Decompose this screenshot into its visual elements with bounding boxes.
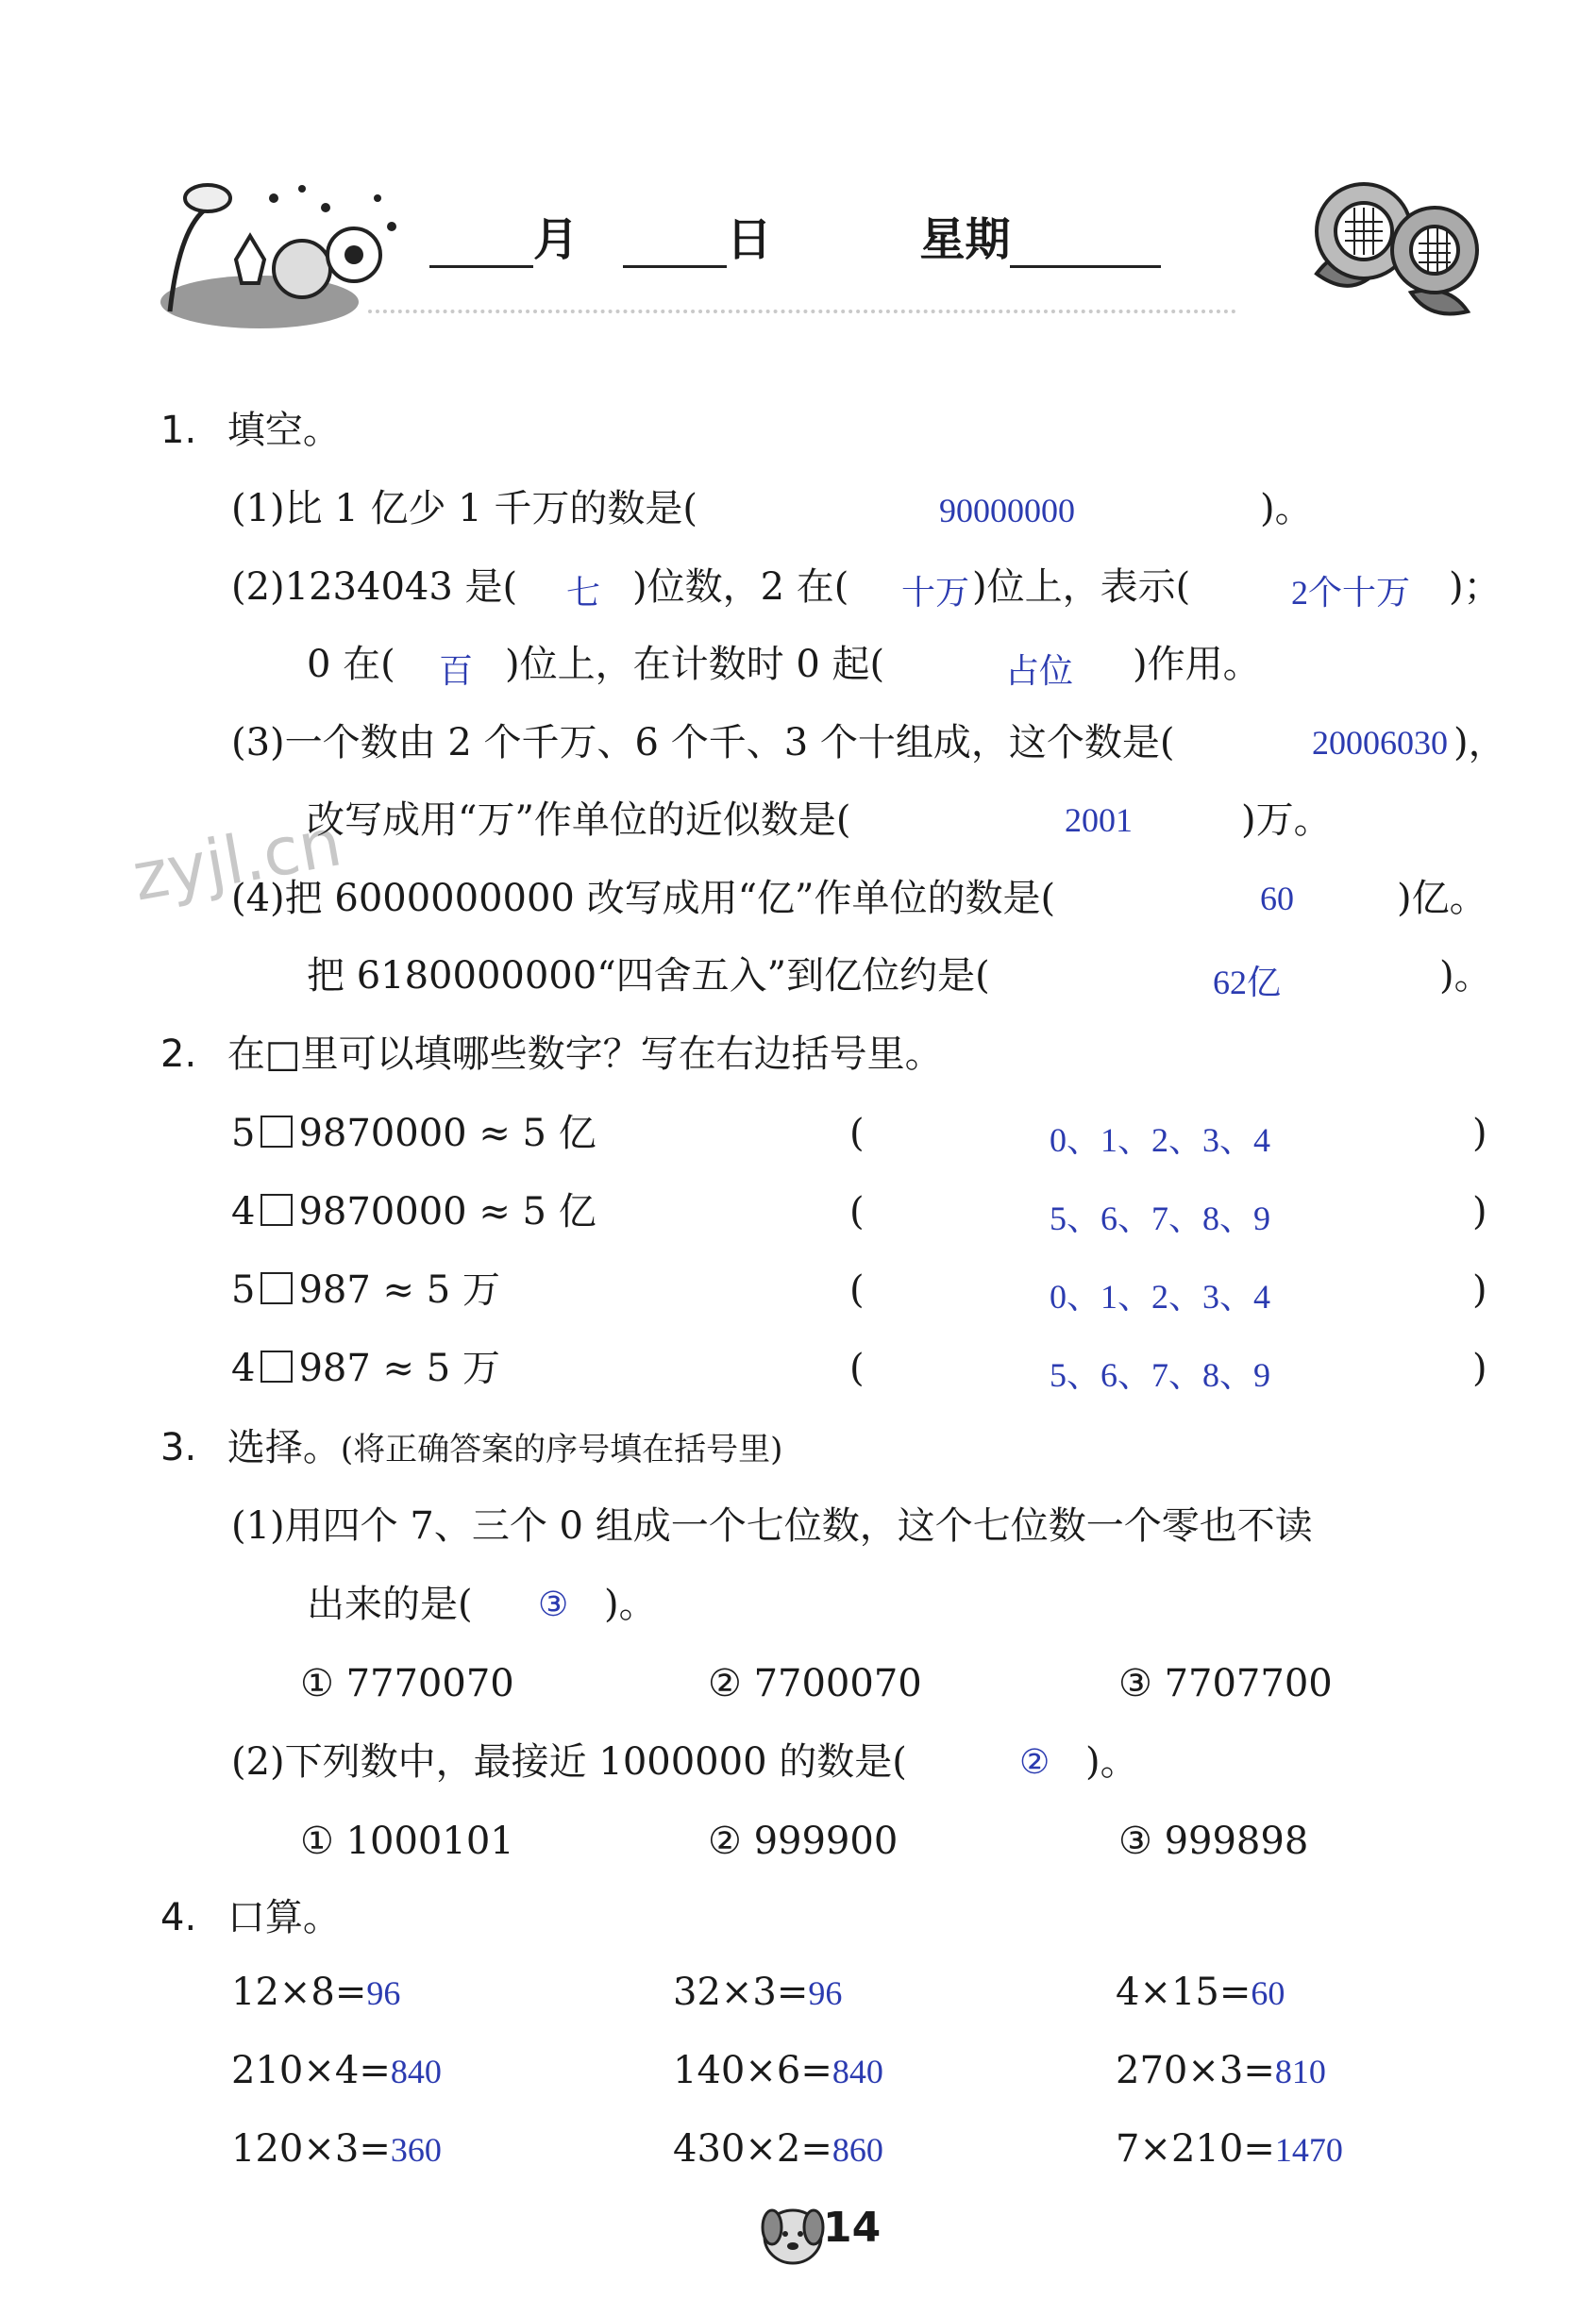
q2-row-2-lparen: ( bbox=[849, 1190, 865, 1233]
answer-box bbox=[260, 1194, 293, 1226]
header-dotted-line bbox=[368, 310, 1236, 313]
month-blank[interactable] bbox=[429, 227, 533, 268]
q1-p3b-part-b: )万。 bbox=[1241, 798, 1332, 842]
q2-number: 2. bbox=[160, 1032, 197, 1076]
day-blank[interactable] bbox=[623, 227, 727, 268]
q1-p2b-part-c: )作用。 bbox=[1133, 643, 1261, 686]
mental-math-item: 140×6=840 bbox=[673, 2049, 883, 2092]
q2-row-4-rparen: ) bbox=[1472, 1347, 1487, 1390]
q1-p3b-part-a: 改写成用“万”作单位的近似数是( bbox=[307, 798, 851, 842]
mental-math-item: 7×210=1470 bbox=[1116, 2127, 1343, 2171]
q1-p1-answer: 90000000 bbox=[939, 492, 1075, 529]
page-number: 14 bbox=[823, 2204, 882, 2252]
q3-title: 选择。 bbox=[227, 1426, 341, 1469]
q2-row-3-rparen: ) bbox=[1472, 1268, 1487, 1312]
q4-heading bbox=[160, 1895, 341, 1940]
watermark: zyjl.cn bbox=[126, 803, 347, 916]
q3-note: (将正确答案的序号填在括号里) bbox=[340, 1431, 783, 1468]
q3-p1-line-a: (1)用四个 7、三个 0 组成一个七位数，这个七位数一个零也不读 bbox=[231, 1504, 1313, 1548]
mental-math-item: 4×15=60 bbox=[1116, 1971, 1285, 2014]
q2-row-3-lparen: ( bbox=[849, 1268, 865, 1312]
q1-p2b-part-a: 0 在( bbox=[307, 643, 395, 686]
q1-p2b-part-b: )位上，在计数时 0 起( bbox=[505, 643, 885, 686]
q2-row-2-rparen: ) bbox=[1472, 1190, 1487, 1233]
q4-title: 口算。 bbox=[227, 1896, 341, 1939]
q1-p3a-answer: 20006030 bbox=[1312, 724, 1448, 762]
month-label: 月 bbox=[533, 213, 580, 266]
q1-p4a-part-a: (4)把 6000000000 改写成用“亿”作单位的数是( bbox=[231, 877, 1056, 920]
puppy-mascot-icon bbox=[755, 2194, 831, 2270]
weekday-blank[interactable] bbox=[1010, 227, 1161, 268]
mental-math-item: 210×4=840 bbox=[231, 2049, 442, 2092]
q1-p2b-answer2: 占位 bbox=[1005, 652, 1074, 690]
q1-p1-text: (1)比 1 亿少 1 千万的数是( bbox=[231, 487, 698, 530]
q3-p2-part-a: (2)下列数中，最接近 1000000 的数是( bbox=[231, 1740, 907, 1784]
q2-row-1-rparen: ) bbox=[1472, 1112, 1487, 1155]
q1-p2a-answer1: 七 bbox=[566, 574, 601, 612]
q3-p2-option-3: ③ 999898 bbox=[1118, 1820, 1309, 1863]
q1-p4b-answer: 62亿 bbox=[1213, 964, 1282, 1001]
q1-number: 1. bbox=[160, 409, 197, 452]
header-date-line bbox=[429, 203, 1161, 268]
q2-row-1-answer: 0、1、2、3、4 bbox=[1050, 1121, 1271, 1159]
q1-p4a-part-b: )亿。 bbox=[1397, 877, 1487, 920]
q2-title: 在□里可以填哪些数字？写在右边括号里。 bbox=[227, 1032, 943, 1076]
q1-p1-end: )。 bbox=[1260, 487, 1313, 530]
q1-title: 填空。 bbox=[227, 409, 341, 452]
day-label: 日 bbox=[726, 213, 772, 266]
q1-p2a-answer3: 2个十万 bbox=[1291, 574, 1411, 612]
q2-row-2-answer: 5、6、7、8、9 bbox=[1050, 1200, 1271, 1237]
q2-row-4: 4 987 ≈ 5 万 bbox=[231, 1347, 500, 1390]
q3-p1-option-1: ① 7770070 bbox=[300, 1662, 514, 1705]
q2-row-3: 5 987 ≈ 5 万 bbox=[231, 1268, 500, 1312]
q2-row-1-lparen: ( bbox=[849, 1112, 865, 1155]
q2-heading bbox=[160, 1032, 943, 1077]
q3-p2-part-b: )。 bbox=[1085, 1740, 1138, 1784]
q3-p2-option-2: ② 999900 bbox=[708, 1820, 899, 1863]
q3-number: 3. bbox=[160, 1426, 197, 1469]
q3-p2-answer: ② bbox=[1019, 1743, 1050, 1781]
q2-row-3-answer: 0、1、2、3、4 bbox=[1050, 1278, 1271, 1316]
q2-row-4-lparen: ( bbox=[849, 1347, 865, 1390]
q1-p3b-answer: 2001 bbox=[1065, 801, 1133, 839]
mental-math-item: 430×2=860 bbox=[673, 2127, 883, 2171]
weekday-label: 星期 bbox=[919, 213, 1011, 266]
q3-p1-option-3: ③ 7707700 bbox=[1118, 1662, 1333, 1705]
q3-p2-option-1: ① 1000101 bbox=[300, 1820, 514, 1863]
flower-decoration-left bbox=[160, 170, 406, 330]
answer-box bbox=[260, 1351, 293, 1383]
mental-math-item: 12×8=96 bbox=[231, 1971, 401, 2014]
q3-p1-answer: ③ bbox=[538, 1586, 569, 1623]
q2-row-4-answer: 5、6、7、8、9 bbox=[1050, 1356, 1271, 1394]
q2-row-2: 4 9870000 ≈ 5 亿 bbox=[231, 1190, 596, 1233]
q3-heading bbox=[160, 1425, 782, 1472]
q1-p3a-part-a: (3)一个数由 2 个千万、6 个千、3 个十组成，这个数是( bbox=[231, 721, 1175, 764]
mental-math-item: 120×3=360 bbox=[231, 2127, 442, 2171]
q1-p2a-part-c: )位上，表示( bbox=[972, 565, 1191, 609]
answer-box bbox=[260, 1116, 293, 1148]
q3-p1-part-a: 出来的是( bbox=[307, 1583, 473, 1626]
q1-p2a-answer2: 十万 bbox=[901, 574, 970, 612]
mental-math-item: 32×3=96 bbox=[673, 1971, 843, 2014]
mental-math-item: 270×3=810 bbox=[1116, 2049, 1326, 2092]
q1-heading bbox=[160, 408, 341, 453]
q1-p2a-part-d: )； bbox=[1449, 565, 1502, 609]
answer-box bbox=[260, 1272, 293, 1304]
q3-p1-part-b: )。 bbox=[604, 1583, 657, 1626]
q1-p2a-part-a: (2)1234043 是( bbox=[231, 565, 518, 609]
q1-p2a-part-b: )位数，2 在( bbox=[632, 565, 849, 609]
q4-number: 4. bbox=[160, 1896, 197, 1939]
sunflower-decoration-right bbox=[1298, 170, 1496, 330]
q1-p4b-part-a: 把 6180000000“四舍五入”到亿位约是( bbox=[307, 954, 990, 998]
q1-p3a-part-b: )， bbox=[1453, 721, 1506, 764]
q3-p1-option-2: ② 7700070 bbox=[708, 1662, 922, 1705]
q1-p2b-answer1: 百 bbox=[439, 652, 474, 690]
q2-row-1: 5 9870000 ≈ 5 亿 bbox=[231, 1112, 596, 1155]
q1-p4a-answer: 60 bbox=[1260, 880, 1294, 917]
q1-p4b-part-b: )。 bbox=[1439, 954, 1492, 998]
